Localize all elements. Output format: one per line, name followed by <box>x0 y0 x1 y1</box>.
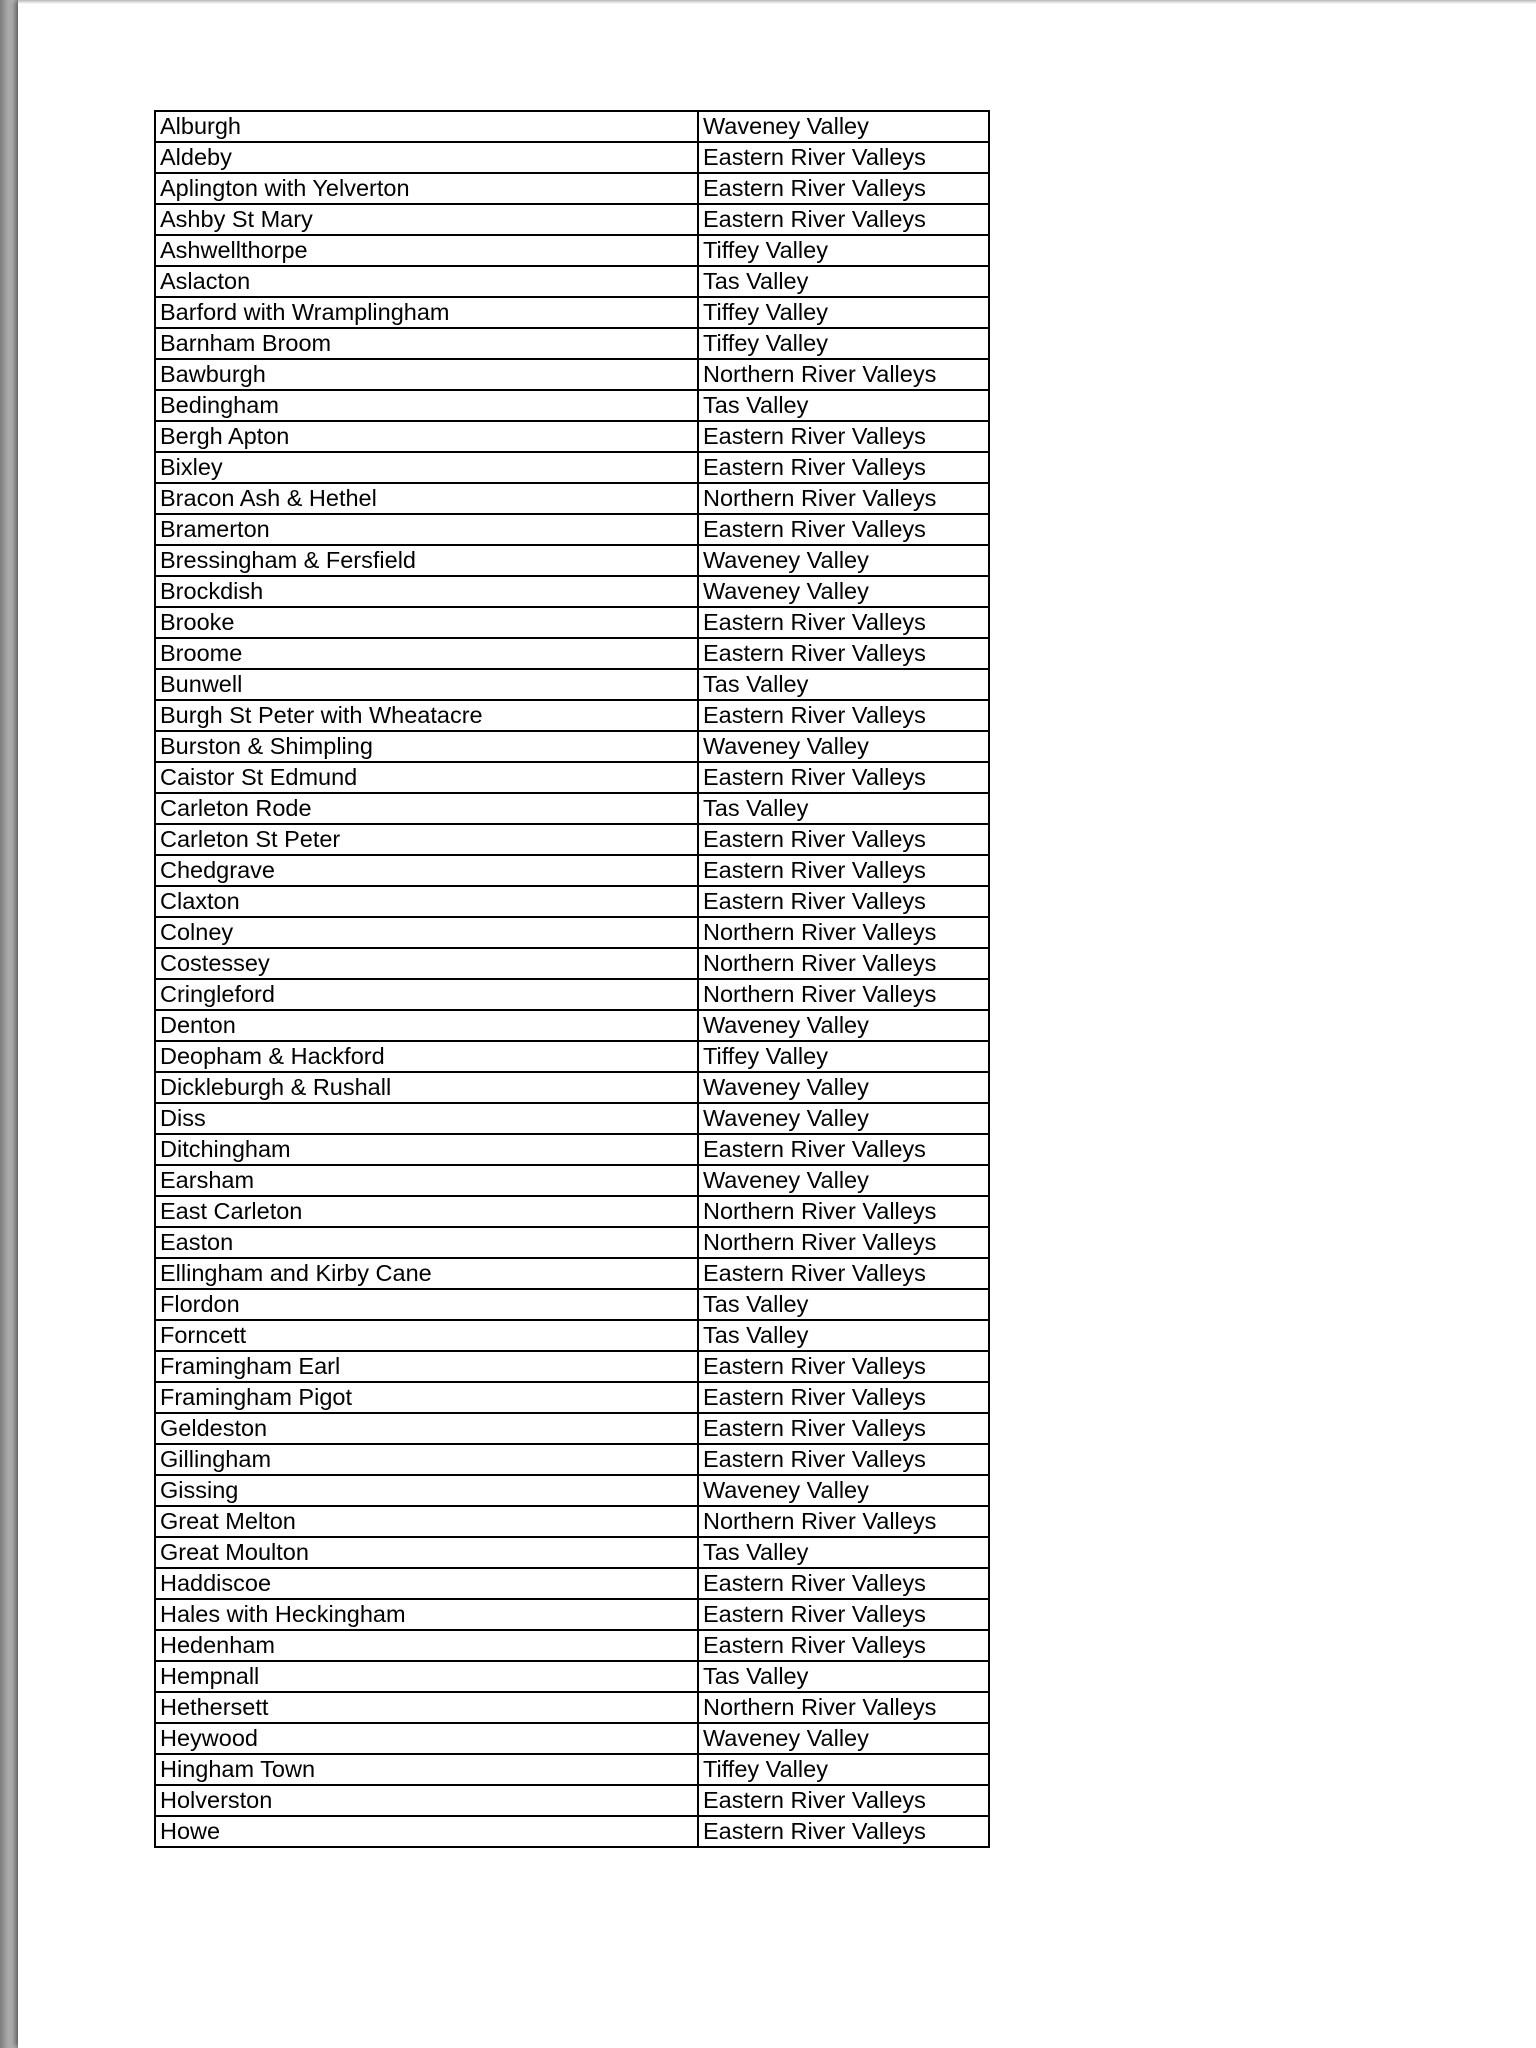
parish-name-cell: Aplington with Yelverton <box>155 173 698 204</box>
valley-area-cell: Eastern River Valleys <box>698 1134 989 1165</box>
parish-name-cell: Flordon <box>155 1289 698 1320</box>
parish-name-cell: Gillingham <box>155 1444 698 1475</box>
valley-area-cell: Eastern River Valleys <box>698 1413 989 1444</box>
parish-name-cell: Dickleburgh & Rushall <box>155 1072 698 1103</box>
table-row <box>155 545 989 576</box>
table-row <box>155 452 989 483</box>
table-row <box>155 1010 989 1041</box>
valley-area-cell: Eastern River Valleys <box>698 1382 989 1413</box>
document-page <box>18 0 1536 2048</box>
table-row <box>155 1320 989 1351</box>
parish-name-cell: Hethersett <box>155 1692 698 1723</box>
table-row <box>155 948 989 979</box>
table-row <box>155 700 989 731</box>
parish-name-cell: Ditchingham <box>155 1134 698 1165</box>
table-row <box>155 1072 989 1103</box>
valley-area-cell: Eastern River Valleys <box>698 886 989 917</box>
valley-area-cell: Eastern River Valleys <box>698 1785 989 1816</box>
parish-name-cell: East Carleton <box>155 1196 698 1227</box>
table-row <box>155 886 989 917</box>
parish-area-table <box>154 110 990 1848</box>
valley-area-cell: Eastern River Valleys <box>698 452 989 483</box>
valley-area-cell: Eastern River Valleys <box>698 1630 989 1661</box>
table-row <box>155 1475 989 1506</box>
parish-name-cell: Broome <box>155 638 698 669</box>
parish-name-cell: Bressingham & Fersfield <box>155 545 698 576</box>
parish-name-cell: Burgh St Peter with Wheatacre <box>155 700 698 731</box>
table-row <box>155 1506 989 1537</box>
valley-area-cell: Northern River Valleys <box>698 917 989 948</box>
valley-area-cell: Eastern River Valleys <box>698 1568 989 1599</box>
valley-area-cell: Waveney Valley <box>698 1103 989 1134</box>
valley-area-cell: Eastern River Valleys <box>698 607 989 638</box>
parish-name-cell: Hedenham <box>155 1630 698 1661</box>
parish-name-cell: Caistor St Edmund <box>155 762 698 793</box>
parish-name-cell: Bawburgh <box>155 359 698 390</box>
table-row <box>155 1351 989 1382</box>
valley-area-cell: Eastern River Valleys <box>698 1816 989 1847</box>
parish-name-cell: Bedingham <box>155 390 698 421</box>
table-row <box>155 669 989 700</box>
valley-area-cell: Waveney Valley <box>698 576 989 607</box>
valley-area-cell: Tiffey Valley <box>698 235 989 266</box>
parish-name-cell: Holverston <box>155 1785 698 1816</box>
parish-name-cell: Ashby St Mary <box>155 204 698 235</box>
table-row <box>155 173 989 204</box>
valley-area-cell: Eastern River Valleys <box>698 514 989 545</box>
table-row <box>155 1444 989 1475</box>
valley-area-cell: Tiffey Valley <box>698 297 989 328</box>
table-row <box>155 235 989 266</box>
table-row <box>155 1382 989 1413</box>
valley-area-cell: Northern River Valleys <box>698 1692 989 1723</box>
valley-area-cell: Tiffey Valley <box>698 328 989 359</box>
parish-name-cell: Bergh Apton <box>155 421 698 452</box>
valley-area-cell: Northern River Valleys <box>698 948 989 979</box>
valley-area-cell: Eastern River Valleys <box>698 762 989 793</box>
valley-area-cell: Eastern River Valleys <box>698 204 989 235</box>
valley-area-cell: Waveney Valley <box>698 1010 989 1041</box>
table-row <box>155 1568 989 1599</box>
table-row <box>155 979 989 1010</box>
parish-name-cell: Hempnall <box>155 1661 698 1692</box>
valley-area-cell: Northern River Valleys <box>698 979 989 1010</box>
table-row <box>155 142 989 173</box>
table-row <box>155 917 989 948</box>
table-row <box>155 576 989 607</box>
table-row <box>155 297 989 328</box>
parish-name-cell: Bramerton <box>155 514 698 545</box>
parish-name-cell: Great Melton <box>155 1506 698 1537</box>
parish-name-cell: Bixley <box>155 452 698 483</box>
table-row <box>155 607 989 638</box>
valley-area-cell: Waveney Valley <box>698 1072 989 1103</box>
parish-name-cell: Colney <box>155 917 698 948</box>
valley-area-cell: Waveney Valley <box>698 545 989 576</box>
valley-area-cell: Eastern River Valleys <box>698 1351 989 1382</box>
table-row <box>155 1816 989 1847</box>
table-row <box>155 1630 989 1661</box>
table-row <box>155 762 989 793</box>
valley-area-cell: Eastern River Valleys <box>698 1258 989 1289</box>
parish-name-cell: Gissing <box>155 1475 698 1506</box>
table-row <box>155 1258 989 1289</box>
table-row <box>155 1754 989 1785</box>
table-row <box>155 1599 989 1630</box>
valley-area-cell: Eastern River Valleys <box>698 1599 989 1630</box>
valley-area-cell: Tas Valley <box>698 1289 989 1320</box>
valley-area-cell: Eastern River Valleys <box>698 855 989 886</box>
parish-name-cell: Heywood <box>155 1723 698 1754</box>
parish-name-cell: Brooke <box>155 607 698 638</box>
table-row <box>155 1289 989 1320</box>
table-row <box>155 421 989 452</box>
table-row <box>155 1165 989 1196</box>
parish-name-cell: Framingham Earl <box>155 1351 698 1382</box>
valley-area-cell: Waveney Valley <box>698 1165 989 1196</box>
valley-area-cell: Eastern River Valleys <box>698 1444 989 1475</box>
valley-area-cell: Northern River Valleys <box>698 1227 989 1258</box>
parish-name-cell: Aldeby <box>155 142 698 173</box>
parish-name-cell: Costessey <box>155 948 698 979</box>
table-row <box>155 1413 989 1444</box>
valley-area-cell: Waveney Valley <box>698 111 989 142</box>
table-row <box>155 514 989 545</box>
valley-area-cell: Northern River Valleys <box>698 483 989 514</box>
parish-name-cell: Burston & Shimpling <box>155 731 698 762</box>
parish-name-cell: Barford with Wramplingham <box>155 297 698 328</box>
valley-area-cell: Waveney Valley <box>698 1723 989 1754</box>
parish-name-cell: Geldeston <box>155 1413 698 1444</box>
parish-name-cell: Carleton Rode <box>155 793 698 824</box>
parish-name-cell: Framingham Pigot <box>155 1382 698 1413</box>
parish-name-cell: Cringleford <box>155 979 698 1010</box>
table-row <box>155 328 989 359</box>
valley-area-cell: Tas Valley <box>698 1537 989 1568</box>
parish-name-cell: Aslacton <box>155 266 698 297</box>
table-row <box>155 1537 989 1568</box>
table-row <box>155 204 989 235</box>
table-row <box>155 1723 989 1754</box>
parish-name-cell: Bracon Ash & Hethel <box>155 483 698 514</box>
table-row <box>155 638 989 669</box>
parish-name-cell: Alburgh <box>155 111 698 142</box>
valley-area-cell: Eastern River Valleys <box>698 142 989 173</box>
parish-name-cell: Carleton St Peter <box>155 824 698 855</box>
parish-name-cell: Easton <box>155 1227 698 1258</box>
table-row <box>155 1785 989 1816</box>
valley-area-cell: Northern River Valleys <box>698 1196 989 1227</box>
parish-name-cell: Ashwellthorpe <box>155 235 698 266</box>
valley-area-cell: Waveney Valley <box>698 731 989 762</box>
parish-name-cell: Denton <box>155 1010 698 1041</box>
table-row <box>155 855 989 886</box>
parish-name-cell: Claxton <box>155 886 698 917</box>
valley-area-cell: Eastern River Valleys <box>698 173 989 204</box>
table-row <box>155 824 989 855</box>
parish-name-cell: Diss <box>155 1103 698 1134</box>
valley-area-cell: Tas Valley <box>698 1320 989 1351</box>
valley-area-cell: Northern River Valleys <box>698 1506 989 1537</box>
parish-name-cell: Deopham & Hackford <box>155 1041 698 1072</box>
table-row <box>155 1227 989 1258</box>
table-row <box>155 731 989 762</box>
table-row <box>155 111 989 142</box>
parish-name-cell: Howe <box>155 1816 698 1847</box>
table-row <box>155 359 989 390</box>
table-row <box>155 1103 989 1134</box>
valley-area-cell: Waveney Valley <box>698 1475 989 1506</box>
parish-name-cell: Chedgrave <box>155 855 698 886</box>
table-row <box>155 1196 989 1227</box>
table-row <box>155 266 989 297</box>
valley-area-cell: Eastern River Valleys <box>698 421 989 452</box>
parish-name-cell: Hingham Town <box>155 1754 698 1785</box>
table-row <box>155 1041 989 1072</box>
table-row <box>155 1692 989 1723</box>
valley-area-cell: Northern River Valleys <box>698 359 989 390</box>
parish-name-cell: Forncett <box>155 1320 698 1351</box>
table-row <box>155 1661 989 1692</box>
parish-name-cell: Brockdish <box>155 576 698 607</box>
valley-area-cell: Tas Valley <box>698 1661 989 1692</box>
valley-area-cell: Eastern River Valleys <box>698 638 989 669</box>
parish-name-cell: Ellingham and Kirby Cane <box>155 1258 698 1289</box>
valley-area-cell: Tiffey Valley <box>698 1754 989 1785</box>
table-row <box>155 483 989 514</box>
table-row <box>155 793 989 824</box>
valley-area-cell: Tas Valley <box>698 390 989 421</box>
table-row <box>155 1134 989 1165</box>
valley-area-cell: Eastern River Valleys <box>698 824 989 855</box>
parish-name-cell: Earsham <box>155 1165 698 1196</box>
valley-area-cell: Tas Valley <box>698 793 989 824</box>
parish-name-cell: Bunwell <box>155 669 698 700</box>
valley-area-cell: Eastern River Valleys <box>698 700 989 731</box>
parish-name-cell: Great Moulton <box>155 1537 698 1568</box>
table-row <box>155 390 989 421</box>
parish-name-cell: Barnham Broom <box>155 328 698 359</box>
valley-area-cell: Tas Valley <box>698 669 989 700</box>
table-body <box>155 111 989 1847</box>
parish-name-cell: Haddiscoe <box>155 1568 698 1599</box>
valley-area-cell: Tiffey Valley <box>698 1041 989 1072</box>
parish-name-cell: Hales with Heckingham <box>155 1599 698 1630</box>
valley-area-cell: Tas Valley <box>698 266 989 297</box>
